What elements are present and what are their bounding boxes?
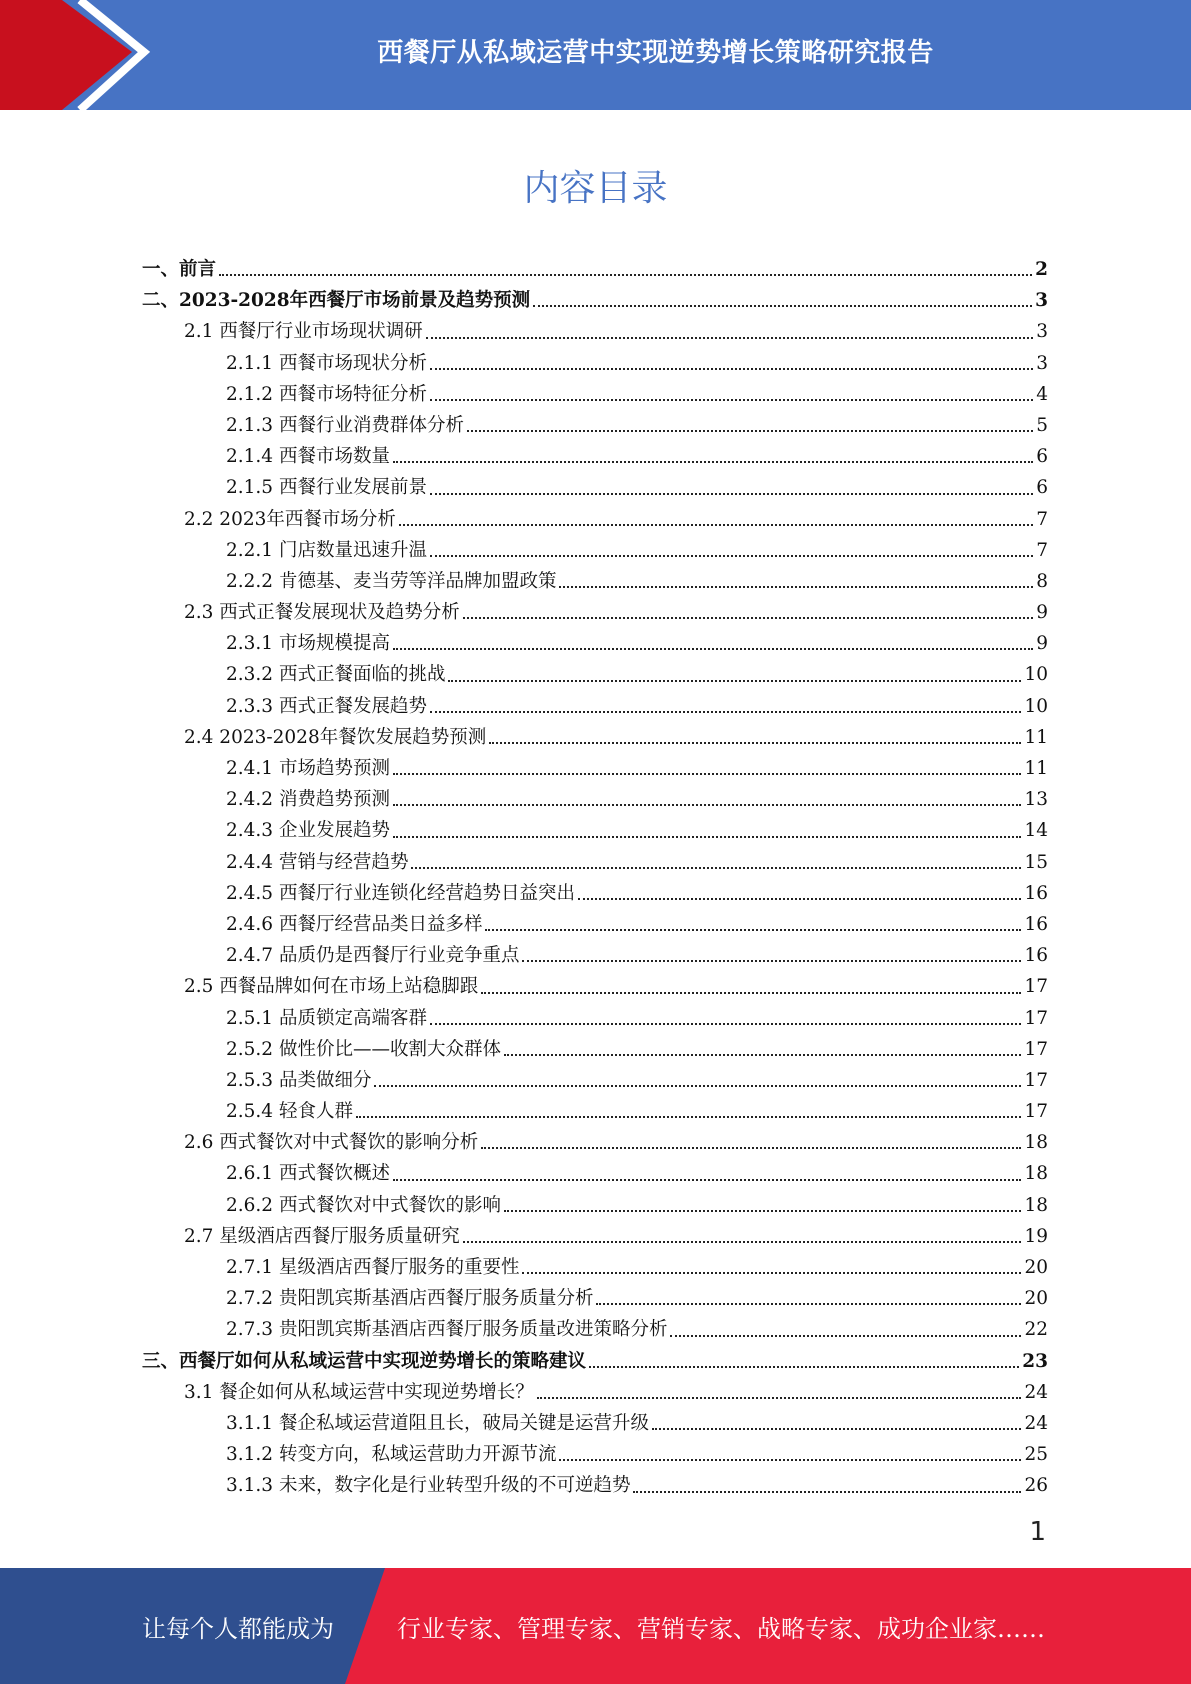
toc-entry[interactable] <box>142 1283 1048 1314</box>
toc-entry-text: 2.5.1 品质锁定高端客群 <box>226 1007 427 1029</box>
toc-entry-page: 13 <box>1024 789 1048 811</box>
toc-entry[interactable] <box>142 535 1048 566</box>
toc-entry-page: 23 <box>1022 1350 1048 1372</box>
toc-entry-text: 2.5.4 轻食人群 <box>226 1101 353 1123</box>
toc-entry-text: 2.7.2 贵阳凯宾斯基酒店西餐厅服务质量分析 <box>226 1288 594 1310</box>
toc-entry-text: 2.4.3 企业发展趋势 <box>226 820 390 842</box>
toc-dot-leader <box>578 898 1021 900</box>
toc-dot-leader <box>652 1428 1021 1430</box>
toc-dot-leader <box>393 836 1021 838</box>
toc-dot-leader <box>399 524 1033 526</box>
toc-entry-text: 一、前言 <box>142 259 217 280</box>
toc-entry[interactable] <box>142 1470 1048 1501</box>
toc-entry-page: 24 <box>1024 1381 1048 1403</box>
toc-entry-page: 3 <box>1035 290 1048 312</box>
toc-entry-text: 2.3.2 西式正餐面临的挑战 <box>226 664 446 686</box>
toc-dot-leader <box>219 274 1032 276</box>
toc-entry[interactable] <box>142 1127 1048 1158</box>
toc-entry-text: 2.7.1 星级酒店西餐厅服务的重要性 <box>226 1257 520 1278</box>
toc-entry-page: 15 <box>1024 851 1048 873</box>
toc-entry[interactable] <box>142 847 1048 878</box>
toc-dot-leader <box>393 804 1021 806</box>
toc-entry[interactable] <box>142 1439 1048 1470</box>
toc-dot-leader <box>430 711 1021 713</box>
toc-entry-page: 17 <box>1024 976 1048 998</box>
toc-dot-leader <box>485 929 1021 931</box>
toc-entry-text: 2.4 2023-2028年餐饮发展趋势预测 <box>184 726 487 748</box>
toc-entry-page: 7 <box>1036 539 1048 561</box>
toc-entry[interactable] <box>142 1377 1048 1408</box>
toc-entry[interactable] <box>142 971 1048 1002</box>
footer-slogan-right: 行业专家、管理专家、营销专家、战略专家、成功企业家…… <box>397 1614 1045 1643</box>
toc-dot-leader <box>481 1147 1021 1149</box>
report-footer <box>0 1568 1191 1684</box>
toc-entry-text: 三、西餐厅如何从私域运营中实现逆势增长的策略建议 <box>142 1350 587 1372</box>
toc-entry-page: 17 <box>1024 1069 1048 1091</box>
toc-entry-page: 18 <box>1024 1132 1048 1154</box>
toc-entry-page: 3 <box>1036 321 1048 343</box>
toc-entry-page: 8 <box>1036 570 1048 592</box>
toc-dot-leader <box>463 1241 1022 1243</box>
toc-entry-page: 20 <box>1024 1257 1048 1278</box>
toc-entry-text: 2.6.2 西式餐饮对中式餐饮的影响 <box>226 1194 501 1216</box>
toc-entry-page: 10 <box>1024 695 1048 717</box>
toc-entry-text: 2.5 西餐品牌如何在市场上站稳脚跟 <box>184 976 479 998</box>
toc-dot-leader <box>411 867 1021 869</box>
toc-entry-text: 2.4.5 西餐厅行业连锁化经营趋势日益突出 <box>226 882 575 904</box>
toc-entry-text: 2.7.3 贵阳凯宾斯基酒店西餐厅服务质量改进策略分析 <box>226 1319 668 1341</box>
toc-entry-text: 3.1 餐企如何从私域运营中实现逆势增长？ <box>184 1381 534 1403</box>
toc-entry[interactable] <box>142 1252 1048 1283</box>
toc-entry-page: 24 <box>1024 1412 1048 1434</box>
toc-dot-leader <box>533 305 1032 307</box>
toc-entry-text: 2.2.1 门店数量迅速升温 <box>226 539 427 561</box>
table-of-contents <box>142 254 1048 1502</box>
toc-entry[interactable] <box>142 815 1048 846</box>
toc-dot-leader <box>559 1459 1021 1461</box>
toc-entry[interactable] <box>142 348 1048 379</box>
toc-entry[interactable] <box>142 441 1048 472</box>
toc-entry-page: 26 <box>1024 1475 1048 1497</box>
footer-slogan-left: 让每个人都能成为 <box>142 1614 334 1643</box>
toc-dot-leader <box>374 1085 1021 1087</box>
toc-dot-leader <box>467 430 1033 432</box>
toc-entry[interactable] <box>142 628 1048 659</box>
toc-entry[interactable] <box>142 1221 1048 1252</box>
toc-dot-leader <box>430 493 1033 495</box>
toc-entry[interactable] <box>142 472 1048 503</box>
toc-entry[interactable] <box>142 753 1048 784</box>
toc-entry-text: 2.4.7 品质仍是西餐厅行业竞争重点 <box>226 945 520 967</box>
toc-entry[interactable] <box>142 254 1048 285</box>
toc-entry-page: 17 <box>1024 1101 1048 1123</box>
toc-entry-text: 2.3.1 市场规模提高 <box>226 633 390 655</box>
report-title: 西餐厅从私域运营中实现逆势增长策略研究报告 <box>377 37 934 68</box>
toc-dot-leader <box>537 1397 1022 1399</box>
toc-dot-leader <box>481 992 1021 994</box>
page-number: 1 <box>1029 1517 1046 1547</box>
toc-entry-text: 2.4.4 营销与经营趋势 <box>226 851 409 873</box>
toc-entry-text: 2.4.6 西餐厅经营品类日益多样 <box>226 913 483 935</box>
toc-dot-leader <box>670 1335 1021 1337</box>
toc-dot-leader <box>522 960 1021 962</box>
toc-dot-leader <box>426 337 1033 339</box>
toc-dot-leader <box>393 648 1033 650</box>
toc-dot-leader <box>596 1303 1021 1305</box>
toc-entry-page: 16 <box>1024 882 1048 904</box>
toc-dot-leader <box>559 586 1033 588</box>
toc-entry[interactable] <box>142 722 1048 753</box>
toc-entry-text: 2.1.3 西餐行业消费群体分析 <box>226 414 464 436</box>
toc-dot-leader <box>430 555 1033 557</box>
toc-entry-text: 2.1.2 西餐市场特征分析 <box>226 383 427 405</box>
toc-entry-page: 5 <box>1036 414 1048 436</box>
toc-entry-page: 16 <box>1024 913 1048 935</box>
toc-entry[interactable] <box>142 410 1048 441</box>
toc-entry-text: 2.1.4 西餐市场数量 <box>226 446 390 468</box>
toc-entry-page: 11 <box>1024 758 1048 779</box>
toc-entry-text: 3.1.2 转变方向，私域运营助力开源节流 <box>226 1444 557 1466</box>
toc-entry[interactable] <box>142 379 1048 410</box>
toc-entry-text: 2.3 西式正餐发展现状及趋势分析 <box>184 602 460 624</box>
toc-dot-leader <box>489 742 1021 744</box>
toc-entry[interactable] <box>142 1096 1048 1127</box>
toc-entry[interactable] <box>142 691 1048 722</box>
toc-entry[interactable] <box>142 909 1048 940</box>
toc-entry-text: 2.6 西式餐饮对中式餐饮的影响分析 <box>184 1132 479 1154</box>
toc-entry-page: 3 <box>1036 352 1048 374</box>
toc-entry-page: 20 <box>1024 1288 1048 1310</box>
toc-dot-leader <box>393 1179 1021 1181</box>
toc-title: 内容目录 <box>523 168 668 209</box>
toc-dot-leader <box>430 1023 1021 1025</box>
toc-entry[interactable] <box>142 784 1048 815</box>
toc-entry-text: 2.3.3 西式正餐发展趋势 <box>226 695 427 717</box>
toc-entry-page: 22 <box>1024 1319 1048 1341</box>
toc-entry[interactable] <box>142 1034 1048 1065</box>
toc-entry[interactable] <box>142 504 1048 535</box>
toc-entry-text: 2.4.1 市场趋势预测 <box>226 758 390 779</box>
toc-dot-leader <box>504 1210 1021 1212</box>
toc-entry-page: 2 <box>1035 259 1048 280</box>
toc-dot-leader <box>463 617 1033 619</box>
toc-entry-page: 7 <box>1036 508 1048 530</box>
toc-entry-text: 3.1.3 未来，数字化是行业转型升级的不可逆趋势 <box>226 1475 631 1497</box>
toc-entry-page: 11 <box>1024 726 1048 748</box>
toc-entry-text: 2.5.3 品类做细分 <box>226 1069 372 1091</box>
toc-entry-page: 9 <box>1036 633 1048 655</box>
toc-entry-page: 6 <box>1036 477 1048 499</box>
toc-dot-leader <box>504 1054 1021 1056</box>
toc-entry-page: 14 <box>1024 820 1048 842</box>
toc-entry[interactable] <box>142 1408 1048 1439</box>
toc-entry-text: 2.2.2 肯德基、麦当劳等洋品牌加盟政策 <box>226 570 557 592</box>
toc-entry[interactable] <box>142 1003 1048 1034</box>
toc-entry-text: 2.1 西餐厅行业市场现状调研 <box>184 321 423 343</box>
toc-entry[interactable] <box>142 285 1048 316</box>
toc-entry[interactable] <box>142 316 1048 347</box>
toc-entry[interactable] <box>142 1190 1048 1221</box>
toc-entry[interactable] <box>142 1065 1048 1096</box>
toc-entry[interactable] <box>142 940 1048 971</box>
toc-entry[interactable] <box>142 1314 1048 1345</box>
toc-entry-text: 2.5.2 做性价比——收割大众群体 <box>226 1038 501 1060</box>
toc-entry-page: 6 <box>1036 446 1048 468</box>
toc-entry-page: 9 <box>1036 602 1048 624</box>
toc-dot-leader <box>393 773 1021 775</box>
toc-entry-page: 4 <box>1036 383 1048 405</box>
toc-entry[interactable] <box>142 1158 1048 1189</box>
toc-entry-page: 18 <box>1024 1194 1048 1216</box>
toc-dot-leader <box>448 680 1021 682</box>
toc-entry-text: 二、2023-2028年西餐厅市场前景及趋势预测 <box>142 290 531 312</box>
toc-entry-text: 3.1.1 餐企私域运营道阻且长，破局关键是运营升级 <box>226 1412 649 1434</box>
toc-dot-leader <box>393 461 1033 463</box>
toc-entry-page: 17 <box>1024 1007 1048 1029</box>
toc-entry[interactable] <box>142 878 1048 909</box>
toc-dot-leader <box>522 1272 1021 1274</box>
toc-entry-text: 2.1.1 西餐市场现状分析 <box>226 352 427 374</box>
toc-entry-page: 16 <box>1024 945 1048 967</box>
toc-entry-page: 10 <box>1024 664 1048 686</box>
toc-entry-text: 2.1.5 西餐行业发展前景 <box>226 477 427 499</box>
toc-dot-leader <box>633 1491 1021 1493</box>
toc-entry[interactable] <box>142 659 1048 690</box>
toc-dot-leader <box>430 368 1033 370</box>
report-header <box>0 0 1191 110</box>
toc-entry-text: 2.4.2 消费趋势预测 <box>226 789 390 811</box>
toc-entry-text: 2.2 2023年西餐市场分析 <box>184 508 396 530</box>
toc-entry-page: 19 <box>1024 1225 1048 1247</box>
toc-entry[interactable] <box>142 566 1048 597</box>
toc-entry-page: 17 <box>1024 1038 1048 1060</box>
header-arrow-decoration <box>0 0 150 110</box>
toc-entry[interactable] <box>142 1346 1048 1377</box>
toc-dot-leader <box>430 399 1033 401</box>
toc-entry[interactable] <box>142 597 1048 628</box>
toc-entry-page: 18 <box>1024 1163 1048 1185</box>
toc-dot-leader <box>356 1116 1022 1118</box>
toc-entry-text: 2.7 星级酒店西餐厅服务质量研究 <box>184 1225 460 1247</box>
toc-entry-text: 2.6.1 西式餐饮概述 <box>226 1163 390 1185</box>
toc-dot-leader <box>589 1366 1019 1368</box>
toc-entry-page: 25 <box>1024 1444 1048 1466</box>
